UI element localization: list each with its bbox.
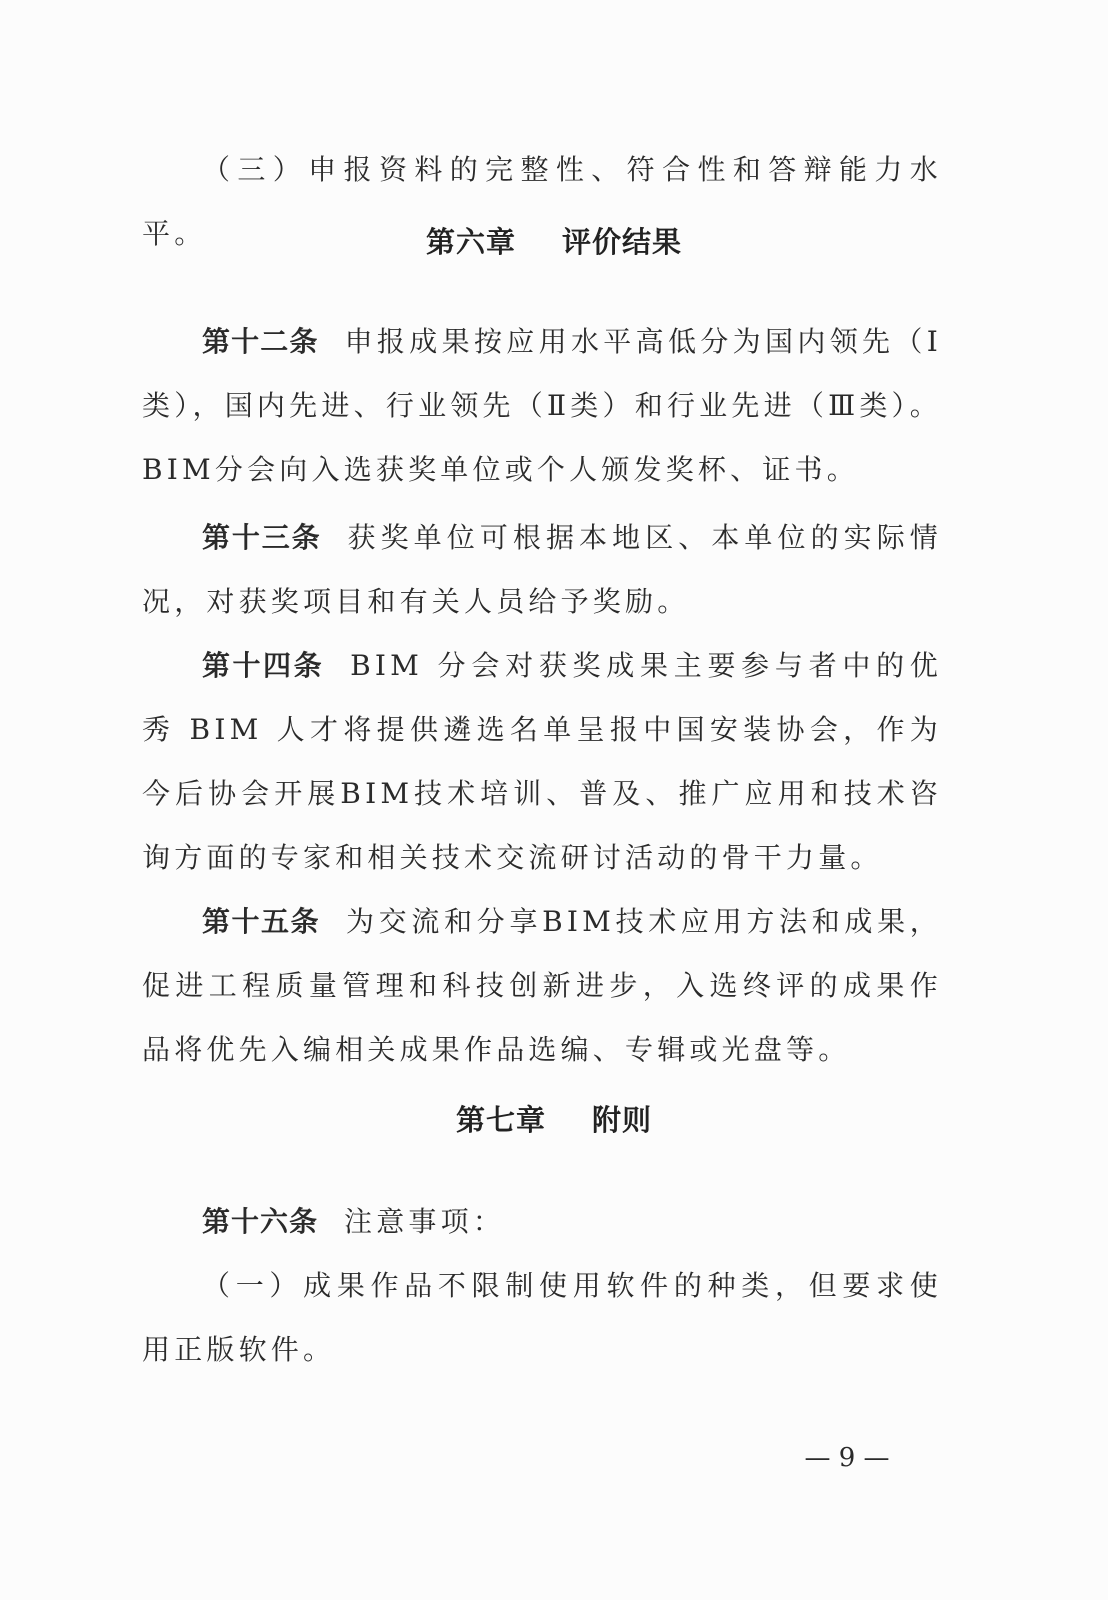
article-label: 第十三条 <box>202 521 322 554</box>
article-label: 第十五条 <box>202 905 320 938</box>
chapter-seven-heading <box>0 1100 1108 1140</box>
article-14 <box>142 634 942 890</box>
article-15 <box>142 890 942 1082</box>
chapter-six-heading <box>0 222 1108 262</box>
article-16 <box>142 1190 942 1254</box>
article-label: 第十二条 <box>202 325 319 358</box>
chapter-number: 第六章 <box>425 225 516 259</box>
paragraph-text: （一）成果作品不限制使用软件的种类，但要求使用正版软件。 <box>142 1269 942 1366</box>
chapter-number: 第七章 <box>455 1103 546 1137</box>
paragraph-text: （三）申报资料的完整性、符合性和答辩能力水平。 <box>142 153 942 250</box>
article-text: 申报成果按应用水平高低分为国内领先（Ⅰ类），国内先进、行业领先（Ⅱ类）和行业先进（Ⅲ类）。BIM分会向入选获奖单位或个人颁发奖杯、证书。 <box>142 325 942 486</box>
article-text: BIM 分会对获奖成果主要参与者中的优秀 BIM 人才将提供遴选名单呈报中国安装协会，作为今后协会开展BIM技术培训、普及、推广应用和技术咨询方面的专家和相关技术交流研讨活动的骨干力量。 <box>142 649 942 874</box>
article-label: 第十四条 <box>202 649 325 682</box>
chapter-title: 评价结果 <box>562 225 683 259</box>
article-text: 注意事项： <box>344 1205 506 1238</box>
chapter-title: 附则 <box>592 1103 653 1137</box>
article-12 <box>142 310 942 502</box>
page-number: — 9 — <box>804 1443 890 1473</box>
article-label: 第十六条 <box>202 1205 319 1238</box>
paragraph-item-one <box>142 1254 942 1382</box>
article-13 <box>142 506 942 634</box>
article-text: 为交流和分享BIM技术应用方法和成果，促进工程质量管理和科技创新进步，入选终评的成果作品将优先入编相关成果作品选编、专辑或光盘等。 <box>142 905 942 1066</box>
article-text: 获奖单位可根据本地区、本单位的实际情况，对获奖项目和有关人员给予奖励。 <box>142 521 942 618</box>
